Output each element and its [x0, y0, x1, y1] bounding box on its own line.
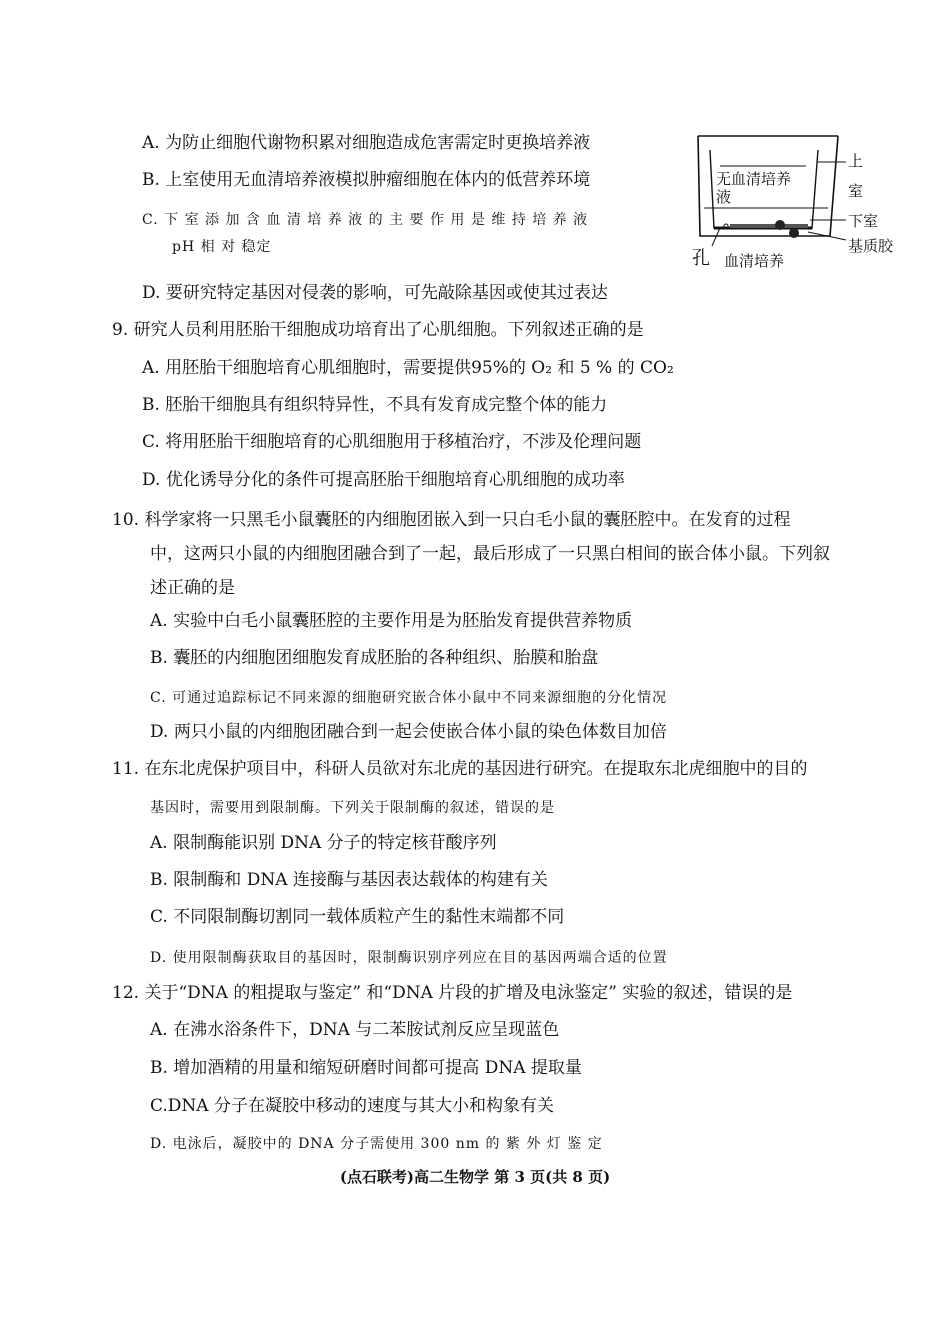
- q10-stem-line2: 中，这两只小鼠的内细胞团融合到了一起，最后形成了一只黑白相间的嵌合体小鼠。下列叙: [150, 544, 830, 564]
- q9-option-d: D. 优化诱导分化的条件可提高胚胎干细胞培育心肌细胞的成功率: [142, 470, 625, 490]
- q8-option-c-line2: pH 相 对 稳定: [172, 239, 272, 255]
- q12-option-d: D. 电泳后，凝胶中的 DNA 分子需使用 300 nm 的 紫 外 灯 鉴 定: [150, 1136, 603, 1152]
- q8-option-d: D. 要研究特定基因对侵袭的影响，可先敲除基因或使其过表达: [142, 283, 608, 303]
- q11-option-b: B. 限制酶和 DNA 连接酶与基因表达载体的构建有关: [150, 870, 548, 890]
- cell: [775, 220, 785, 230]
- page-footer: (点石联考)高二生物学 第 3 页(共 8 页): [339, 1168, 611, 1186]
- label-serum-medium: 血清培养: [724, 252, 785, 270]
- label-serum-free-medium: 无血清培养: [716, 170, 792, 188]
- q10-stem-line3: 述正确的是: [150, 578, 235, 598]
- q12-option-b: B. 增加酒精的用量和缩短研磨时间都可提高 DNA 提取量: [150, 1058, 582, 1078]
- q12-option-a: A. 在沸水浴条件下，DNA 与二苯胺试剂反应呈现蓝色: [150, 1020, 560, 1040]
- q12-option-c: C.DNA 分子在凝胶中移动的速度与其大小和构象有关: [150, 1096, 554, 1116]
- q9-option-a: A. 用胚胎干细胞培育心肌细胞时，需要提供95%的 O₂ 和 5 % 的 CO₂: [142, 358, 674, 378]
- q8-option-c-line1: C. 下 室 添 加 含 血 清 培 养 液 的 主 要 作 用 是 维 持 培 养 液: [142, 212, 589, 228]
- q11-stem-line1: 11. 在东北虎保护项目中，科研人员欲对东北虎的基因进行研究。在提取东北虎细胞中的目的: [112, 759, 808, 779]
- q8-option-a: A. 为防止细胞代谢物积累对细胞造成危害需定时更换培养液: [142, 133, 591, 153]
- cell: [789, 228, 799, 238]
- q9-option-c: C. 将用胚胎干细胞培育的心肌细胞用于移植治疗，不涉及伦理问题: [142, 432, 642, 452]
- q11-option-d: D. 使用限制酶获取目的基因时，限制酶识别序列应在目的基因两端合适的位置: [150, 950, 668, 966]
- q9-stem: 9. 研究人员利用胚胎干细胞成功培育出了心肌细胞。下列叙述正确的是: [112, 320, 644, 340]
- label-lower-room: 下室: [848, 212, 879, 230]
- transwell-diagram-svg: [690, 128, 920, 276]
- q12-stem: 12. 关于“DNA 的粗提取与鉴定” 和“DNA 片段的扩增及电泳鉴定” 实验的叙述，错误的是: [112, 983, 793, 1003]
- matrigel-layer: [730, 224, 808, 228]
- label-pore: 孔: [692, 248, 710, 269]
- label-matrigel: 基质胶: [848, 237, 894, 255]
- leader-pore: [712, 228, 720, 246]
- q11-option-a: A. 限制酶能识别 DNA 分子的特定核苷酸序列: [150, 833, 497, 853]
- q10-option-a: A. 实验中白毛小鼠囊胚腔的主要作用是为胚胎发育提供营养物质: [150, 611, 633, 631]
- q11-option-c: C. 不同限制酶切割同一载体质粒产生的黏性末端都不同: [150, 907, 565, 927]
- transwell-diagram: [690, 128, 920, 276]
- label-upper-room-2: 室: [848, 182, 864, 200]
- q10-option-c: C. 可通过追踪标记不同来源的细胞研究嵌合体小鼠中不同来源细胞的分化情况: [150, 690, 668, 706]
- label-upper-room-1: 上: [848, 152, 864, 170]
- q10-option-d: D. 两只小鼠的内细胞团融合到一起会使嵌合体小鼠的染色体数目加倍: [150, 722, 667, 742]
- q9-option-b: B. 胚胎干细胞具有组织特异性，不具有发育成完整个体的能力: [142, 395, 608, 415]
- label-serum-free-medium-2: 液: [716, 188, 732, 206]
- q8-option-b: B. 上室使用无血清培养液模拟肿瘤细胞在体内的低营养环境: [142, 170, 591, 190]
- q11-stem-line2: 基因时，需要用到限制酶。下列关于限制酶的叙述，错误的是: [150, 800, 555, 816]
- q10-option-b: B. 囊胚的内细胞团细胞发育成胚胎的各种组织、胎膜和胎盘: [150, 648, 599, 668]
- q10-stem-line1: 10. 科学家将一只黑毛小鼠囊胚的内细胞团嵌入到一只白毛小鼠的囊胚腔中。在发育的过程: [112, 510, 791, 530]
